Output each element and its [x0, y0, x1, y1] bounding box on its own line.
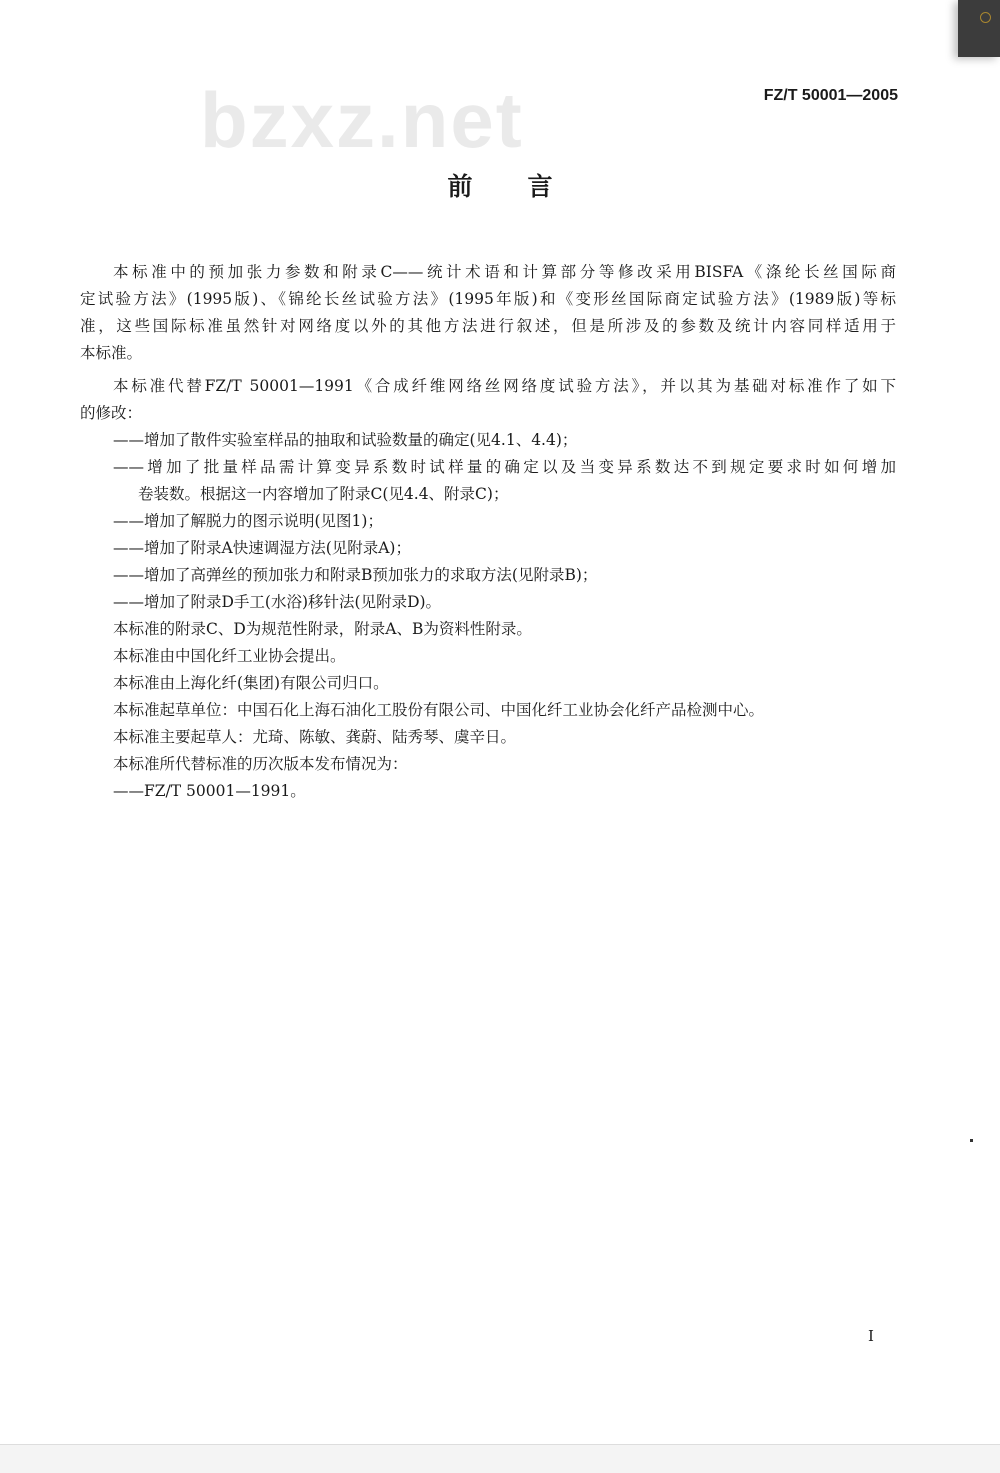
list-item: ——增加了散件实验室样品的抽取和试验数量的确定(见4.1、4.4)；	[113, 431, 578, 449]
text-line: 的修改：	[80, 404, 143, 422]
list-item: ——增加了解脱力的图示说明(见图1)；	[113, 512, 383, 530]
scan-speck	[970, 1139, 973, 1142]
text-line: 本标准的附录C、D为规范性附录，附录A、B为资料性附录。	[113, 620, 532, 638]
text-line: ——FZ/T 50001—1991。	[113, 782, 306, 800]
list-item: ——增加了高弹丝的预加张力和附录B预加张力的求取方法(见附录B)；	[113, 566, 598, 584]
text-line: 本标准主要起草人：尤琦、陈敏、龚蔚、陆秀琴、虞辛日。	[113, 728, 517, 746]
list-item: ——增加了附录A快速调湿方法(见附录A)；	[113, 539, 411, 557]
text-line: 定试验方法》(1995版)、《锦纶长丝试验方法》(1995年版)和《变形丝国际商定试验方法》(1989版)等标	[80, 290, 896, 308]
text-line: 本标准所代替标准的历次版本发布情况为：	[113, 755, 408, 773]
document-body	[80, 259, 896, 805]
notification-overlay[interactable]	[958, 0, 1000, 57]
text-line: 本标准中的预加张力参数和附录C——统计术语和计算部分等修改采用BISFA《涤纶长丝国际商	[113, 263, 896, 281]
text-line: 本标准起草单位：中国石化上海石油化工股份有限公司、中国化纤工业协会化纤产品检测中心。	[113, 701, 765, 719]
page-number: I	[868, 1327, 874, 1345]
list-item: ——增加了批量样品需计算变异系数时试样量的确定以及当变异系数达不到规定要求时如何增加	[113, 458, 896, 476]
standard-number: FZ/T 50001—2005	[763, 87, 898, 104]
list-item: 卷装数。根据这一内容增加了附录C(见4.4、附录C)；	[138, 485, 509, 503]
text-line: 准，这些国际标准虽然针对网络度以外的其他方法进行叙述，但是所涉及的参数及统计内容同样适用于	[80, 317, 896, 335]
text-line: 本标准由上海化纤(集团)有限公司归口。	[113, 674, 389, 692]
list-item: ——增加了附录D手工(水浴)移针法(见附录D)。	[113, 593, 442, 611]
info-icon	[980, 12, 991, 23]
text-line: 本标准代替FZ/T 50001—1991《合成纤维网络丝网络度试验方法》，并以其为基础对标准作了如下	[113, 377, 896, 395]
page-title: 前言	[447, 172, 608, 201]
watermark: bzxz.net	[200, 76, 524, 164]
text-line: 本标准。	[80, 344, 143, 362]
viewer-bottom-bar	[0, 1444, 1000, 1473]
text-line: 本标准由中国化纤工业协会提出。	[113, 647, 346, 665]
